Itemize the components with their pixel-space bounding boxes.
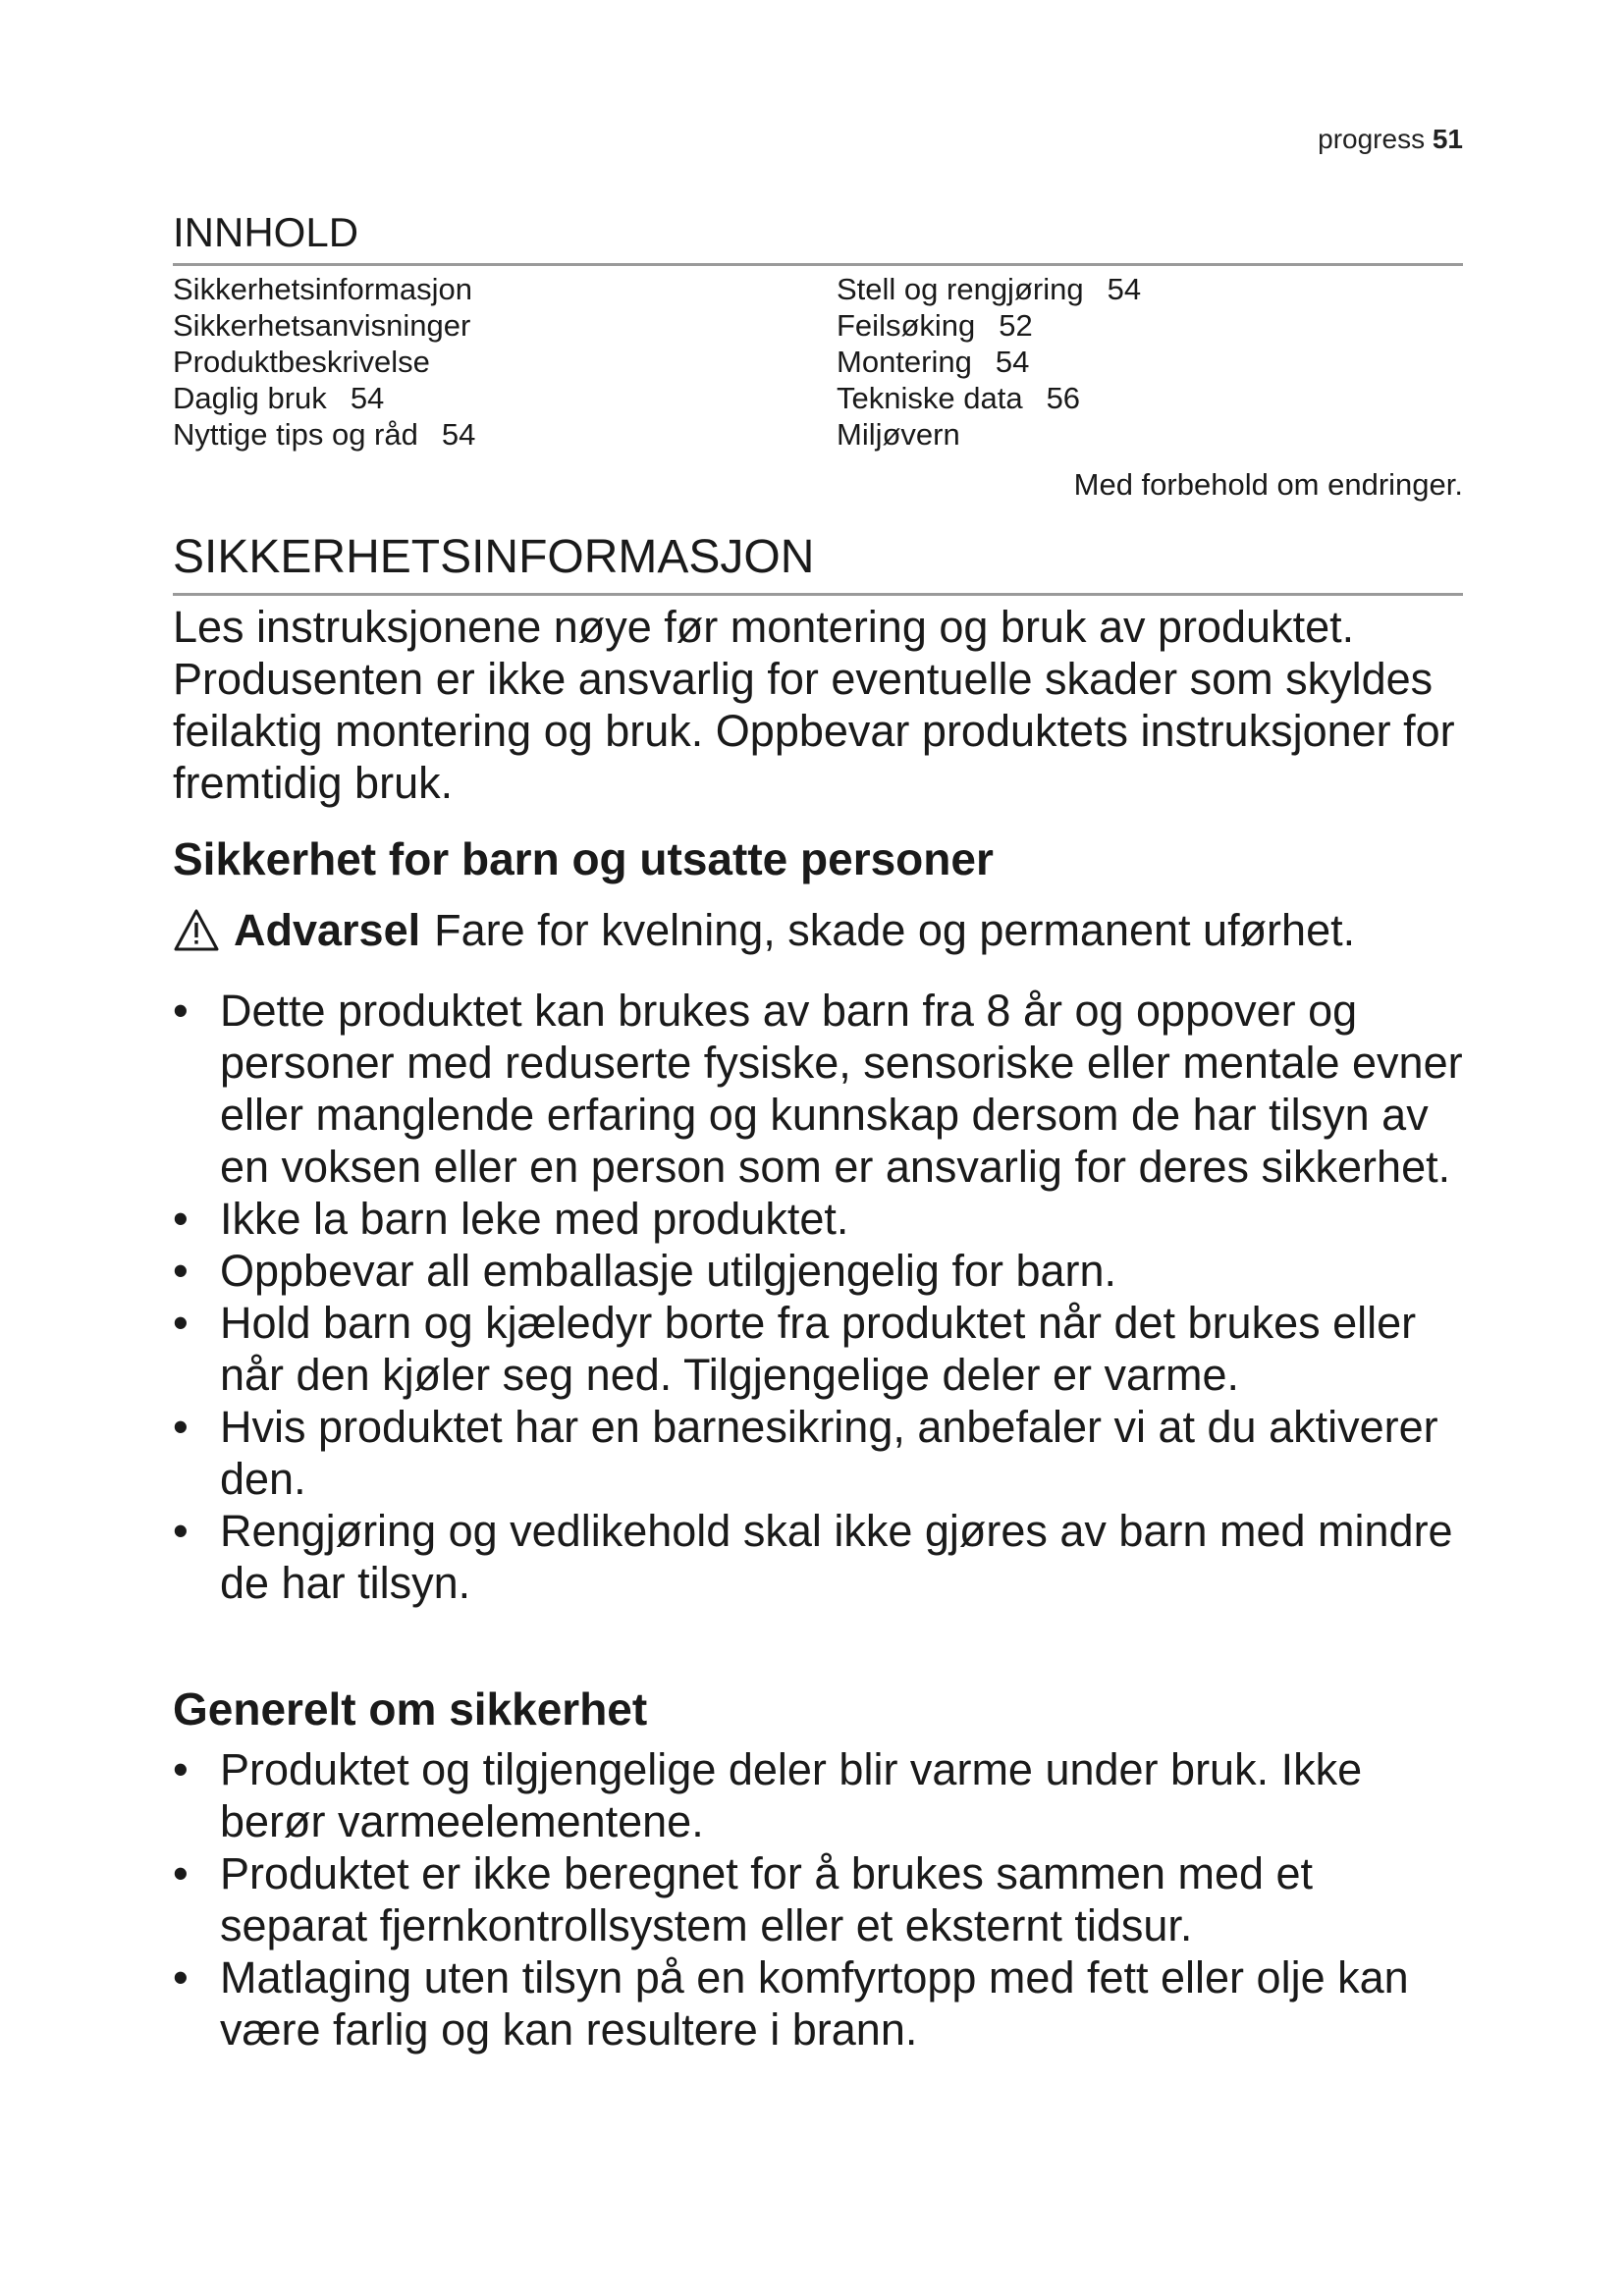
toc-entry[interactable]: Feilsøking 52 [837, 308, 1033, 343]
disclaimer-text: Med forbehold om endringer. [1073, 467, 1463, 502]
warning-notice [173, 905, 1463, 956]
list-item: • Hold barn og kjæledyr borte fra produktet når det brukes eller når den kjøler seg ned. Tilgjengelige deler er varme. [173, 1298, 1417, 1400]
bullet-icon: • [173, 1506, 189, 1556]
list-item: • Hvis produktet har en barnesikring, anbefaler vi at du aktiverer den. [173, 1402, 1438, 1504]
toc-entry[interactable]: Miljøvern [837, 417, 960, 452]
brand-name: progress [1318, 124, 1426, 154]
warning-text: Fare for kvelning, skade og permanent uførhet. [434, 905, 1356, 955]
divider [173, 593, 1463, 596]
list-item: • Rengjøring og vedlikehold skal ikke gjøres av barn med mindre de har tilsyn. [173, 1506, 1453, 1608]
list-item: • Produktet er ikke beregnet for å brukes sammen med et separat fjernkontrollsystem eller et eksternt tidsur. [173, 1848, 1314, 1950]
bullet-icon: • [173, 1194, 189, 1244]
page-number: 51 [1432, 124, 1463, 154]
subsection-heading-general: Generelt om sikkerhet [173, 1683, 648, 1735]
toc-entry[interactable]: Tekniske data 56 [837, 381, 1081, 415]
toc-left-column [173, 271, 782, 453]
bullet-icon: • [173, 1298, 189, 1348]
list-item: • Matlaging uten tilsyn på en komfyrtopp med fett eller olje kan være farlig og kan resultere i brann. [173, 1952, 1409, 2055]
warning-label: Advarsel [234, 905, 421, 955]
warning-triangle-icon [173, 908, 220, 953]
toc-entry[interactable]: Stell og rengjøring 54 [837, 272, 1142, 306]
page-header [1318, 124, 1463, 155]
intro-paragraph: Les instruksjonene nøye før montering og bruk av produktet. Produsenten er ikke ansvarlig for eventuelle skader som skyldes feilaktig montering og bruk. Oppbevar produktets instruksjoner for fremtidig bruk. [173, 602, 1455, 808]
bullet-icon: • [173, 1952, 189, 2002]
toc-entry[interactable]: Daglig bruk 54 [173, 381, 385, 415]
bullet-icon: • [173, 1246, 189, 1296]
divider [173, 263, 1463, 266]
list-item: • Ikke la barn leke med produktet. [173, 1194, 849, 1244]
list-item: • Oppbevar all emballasje utilgjengelig for barn. [173, 1246, 1117, 1296]
toc-entry[interactable]: Sikkerhetsanvisninger [173, 308, 471, 343]
list-item: • Dette produktet kan brukes av barn fra 8 år og oppover og personer med reduserte fysiske, sensoriske eller mentale evner eller manglende erfaring og kunnskap dersom de har tilsyn av en voksen eller en person som er ansvarlig for deres sikkerhet. [173, 986, 1463, 1192]
toc-entry[interactable]: Nyttige tips og råd 54 [173, 417, 476, 452]
general-safety-list [173, 1743, 1463, 2056]
bullet-icon: • [173, 1744, 189, 1794]
list-item: • Produktet og tilgjengelige deler blir varme under bruk. Ikke berør varmeelementene. [173, 1744, 1363, 1846]
toc-entry[interactable]: Sikkerhetsinformasjon [173, 272, 472, 306]
bullet-icon: • [173, 986, 189, 1036]
children-safety-list [173, 985, 1463, 1609]
toc-right-column [837, 271, 1386, 453]
toc-title: INNHOLD [173, 209, 359, 255]
bullet-icon: • [173, 1848, 189, 1898]
toc-entry[interactable]: Montering 54 [837, 345, 1030, 379]
section-title: SIKKERHETSINFORMASJON [173, 531, 815, 583]
subsection-heading-children: Sikkerhet for barn og utsatte personer [173, 833, 994, 884]
bullet-icon: • [173, 1402, 189, 1452]
toc-entry[interactable]: Produktbeskrivelse [173, 345, 430, 379]
